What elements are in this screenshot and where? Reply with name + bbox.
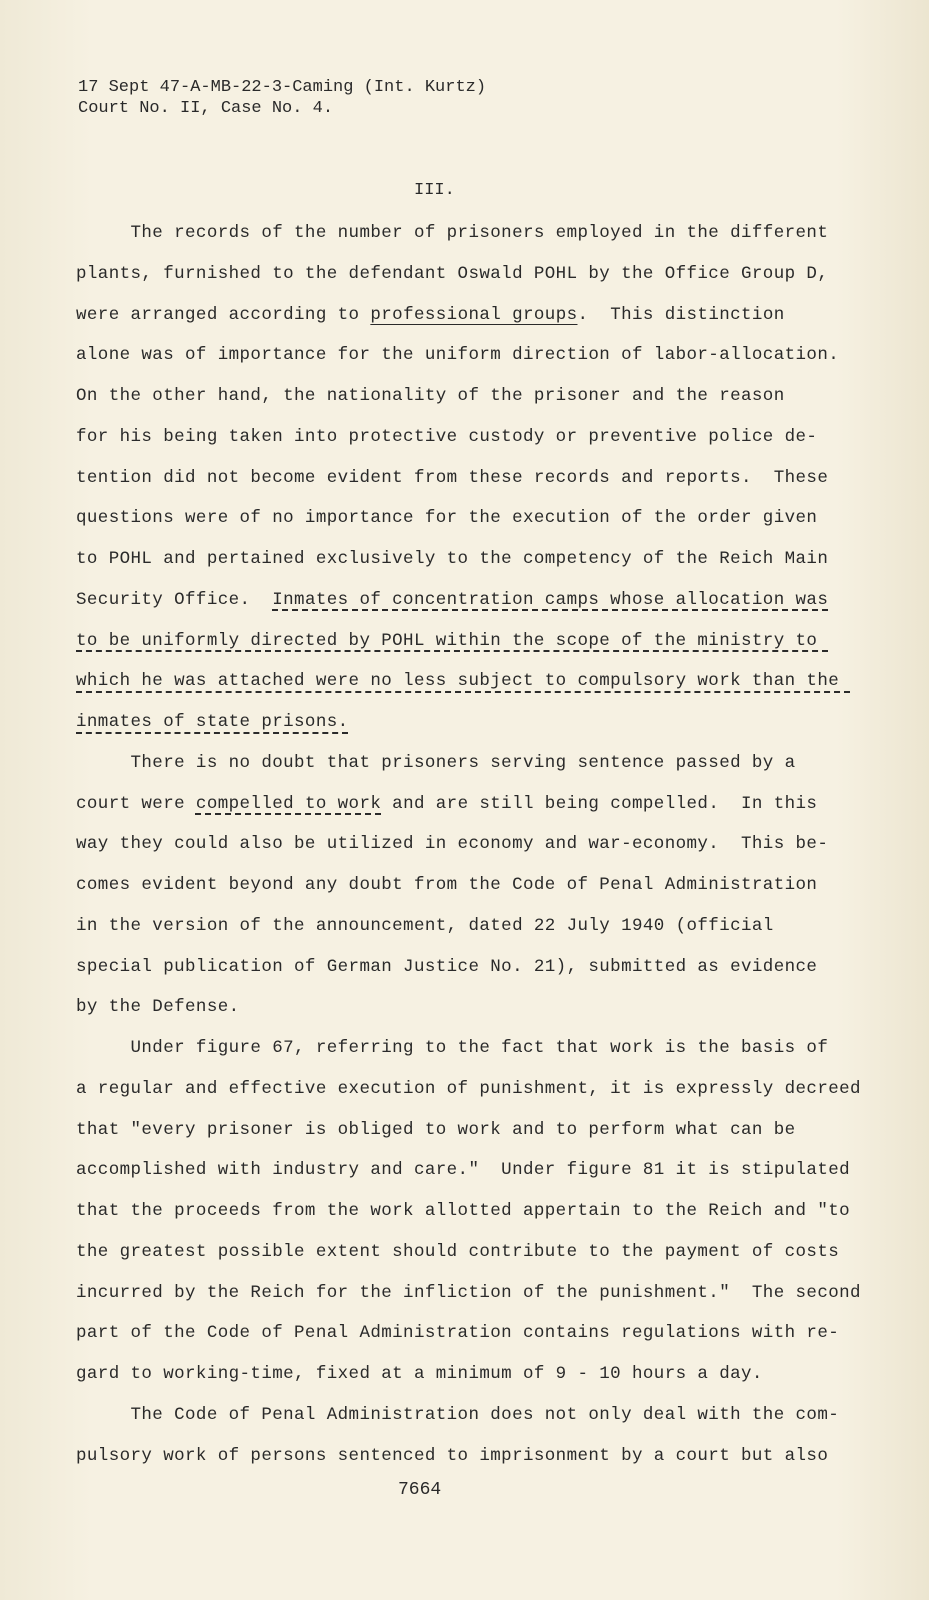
text-segment: There is no doubt that prisoners serving sentence passed by a — [76, 752, 796, 773]
underlined-text: to be uniformly directed by POHL within the scope of the ministry to — [76, 630, 829, 651]
text-line — [76, 463, 876, 504]
text-segment: in the version of the announcement, dated 22 July 1940 (official — [76, 915, 774, 936]
text-line — [76, 707, 876, 748]
text-segment: Security Office. — [76, 589, 273, 610]
text-segment: a regular and effective execution of punishment, it is expressly decreed — [76, 1078, 861, 1099]
text-segment: way they could also be utilized in economy and war-economy. This be- — [76, 834, 829, 855]
text-line — [76, 666, 876, 707]
text-segment: . This distinction — [577, 304, 785, 325]
text-segment: to POHL and pertained exclusively to the competency of the Reich Main — [76, 549, 829, 569]
text-line — [76, 870, 876, 911]
underlined-text: inmates of state prisons. — [76, 712, 349, 732]
text-segment: court were — [76, 793, 196, 814]
text-line — [76, 1359, 876, 1400]
text-segment: special publication of German Justice No. 21), submitted as evidence — [76, 956, 818, 977]
text-segment: accomplished with industry and care." Under figure 81 it is stipulated — [76, 1160, 851, 1181]
text-line — [76, 952, 876, 993]
text-line — [76, 1155, 876, 1196]
text-line — [76, 1441, 876, 1482]
text-line — [76, 1196, 876, 1237]
text-segment: The records of the number of prisoners employed in the different — [76, 223, 829, 243]
text-line — [76, 1237, 876, 1278]
text-segment: pulsory work of persons sentenced to imprisonment by a court but also — [76, 1445, 829, 1466]
text-line — [76, 218, 876, 259]
text-line — [76, 748, 876, 789]
text-line — [76, 1278, 876, 1319]
text-line — [76, 503, 876, 544]
text-line — [76, 1318, 876, 1359]
text-segment: alone was of importance for the uniform direction of labor-allocation. — [76, 345, 840, 366]
text-line — [76, 1074, 876, 1115]
text-line — [76, 1400, 876, 1441]
text-line — [76, 626, 876, 667]
text-line — [76, 992, 876, 1033]
text-segment: On the other hand, the nationality of the prisoner and the reason — [76, 386, 785, 406]
text-line — [76, 340, 876, 381]
underlined-text: which he was attached were no less subject to compulsory work than the — [76, 671, 851, 692]
text-line — [76, 259, 876, 300]
document-body — [76, 218, 876, 1481]
text-segment: Under figure 67, referring to the fact that work is the basis of — [76, 1038, 829, 1058]
text-segment: that the proceeds from the work allotted appertain to the Reich and "to — [76, 1201, 851, 1221]
section-heading: III. — [414, 181, 455, 200]
text-line — [76, 829, 876, 870]
text-segment: for his being taken into protective custody or preventive police de- — [76, 426, 818, 447]
underlined-text: professional groups — [370, 304, 578, 325]
text-segment: were arranged according to — [76, 304, 371, 325]
document-reference-line: 17 Sept 47-A-MB-22-3-Caming (Int. Kurtz) — [78, 78, 487, 97]
text-line — [76, 1033, 876, 1074]
text-segment: the greatest possible extent should contribute to the payment of costs — [76, 1241, 840, 1262]
court-case-line: Court No. II, Case No. 4. — [78, 99, 334, 118]
page-number: 7664 — [398, 1480, 442, 1500]
text-line — [76, 544, 876, 585]
text-segment: comes evident beyond any doubt from the Code of Penal Administration — [76, 875, 818, 895]
text-line — [76, 911, 876, 952]
text-segment: incurred by the Reich for the infliction of the punishment." The second — [76, 1282, 861, 1303]
text-line — [76, 585, 876, 626]
text-line — [76, 422, 876, 463]
text-segment: gard to working-time, fixed at a minimum of 9 - 10 hours a day. — [76, 1364, 763, 1384]
underlined-text: compelled to work — [195, 793, 382, 814]
text-segment: plants, furnished to the defendant Oswald POHL by the Office Group D, — [76, 263, 829, 284]
text-segment: that "every prisoner is obliged to work and to perform what can be — [76, 1119, 796, 1140]
text-line — [76, 789, 876, 830]
text-segment: part of the Code of Penal Administration contains regulations with re- — [76, 1323, 840, 1344]
text-segment: questions were of no importance for the execution of the order given — [76, 508, 818, 529]
text-line — [76, 300, 876, 341]
underlined-text: Inmates of concentration camps whose allocation was — [272, 589, 829, 610]
text-segment: The Code of Penal Administration does not only deal with the com- — [76, 1404, 840, 1425]
text-segment: by the Defense. — [76, 997, 240, 1018]
text-segment: and are still being compelled. In this — [381, 793, 818, 814]
text-line — [76, 1115, 876, 1156]
text-line — [76, 381, 876, 422]
text-segment: tention did not become evident from these records and reports. These — [76, 467, 829, 488]
